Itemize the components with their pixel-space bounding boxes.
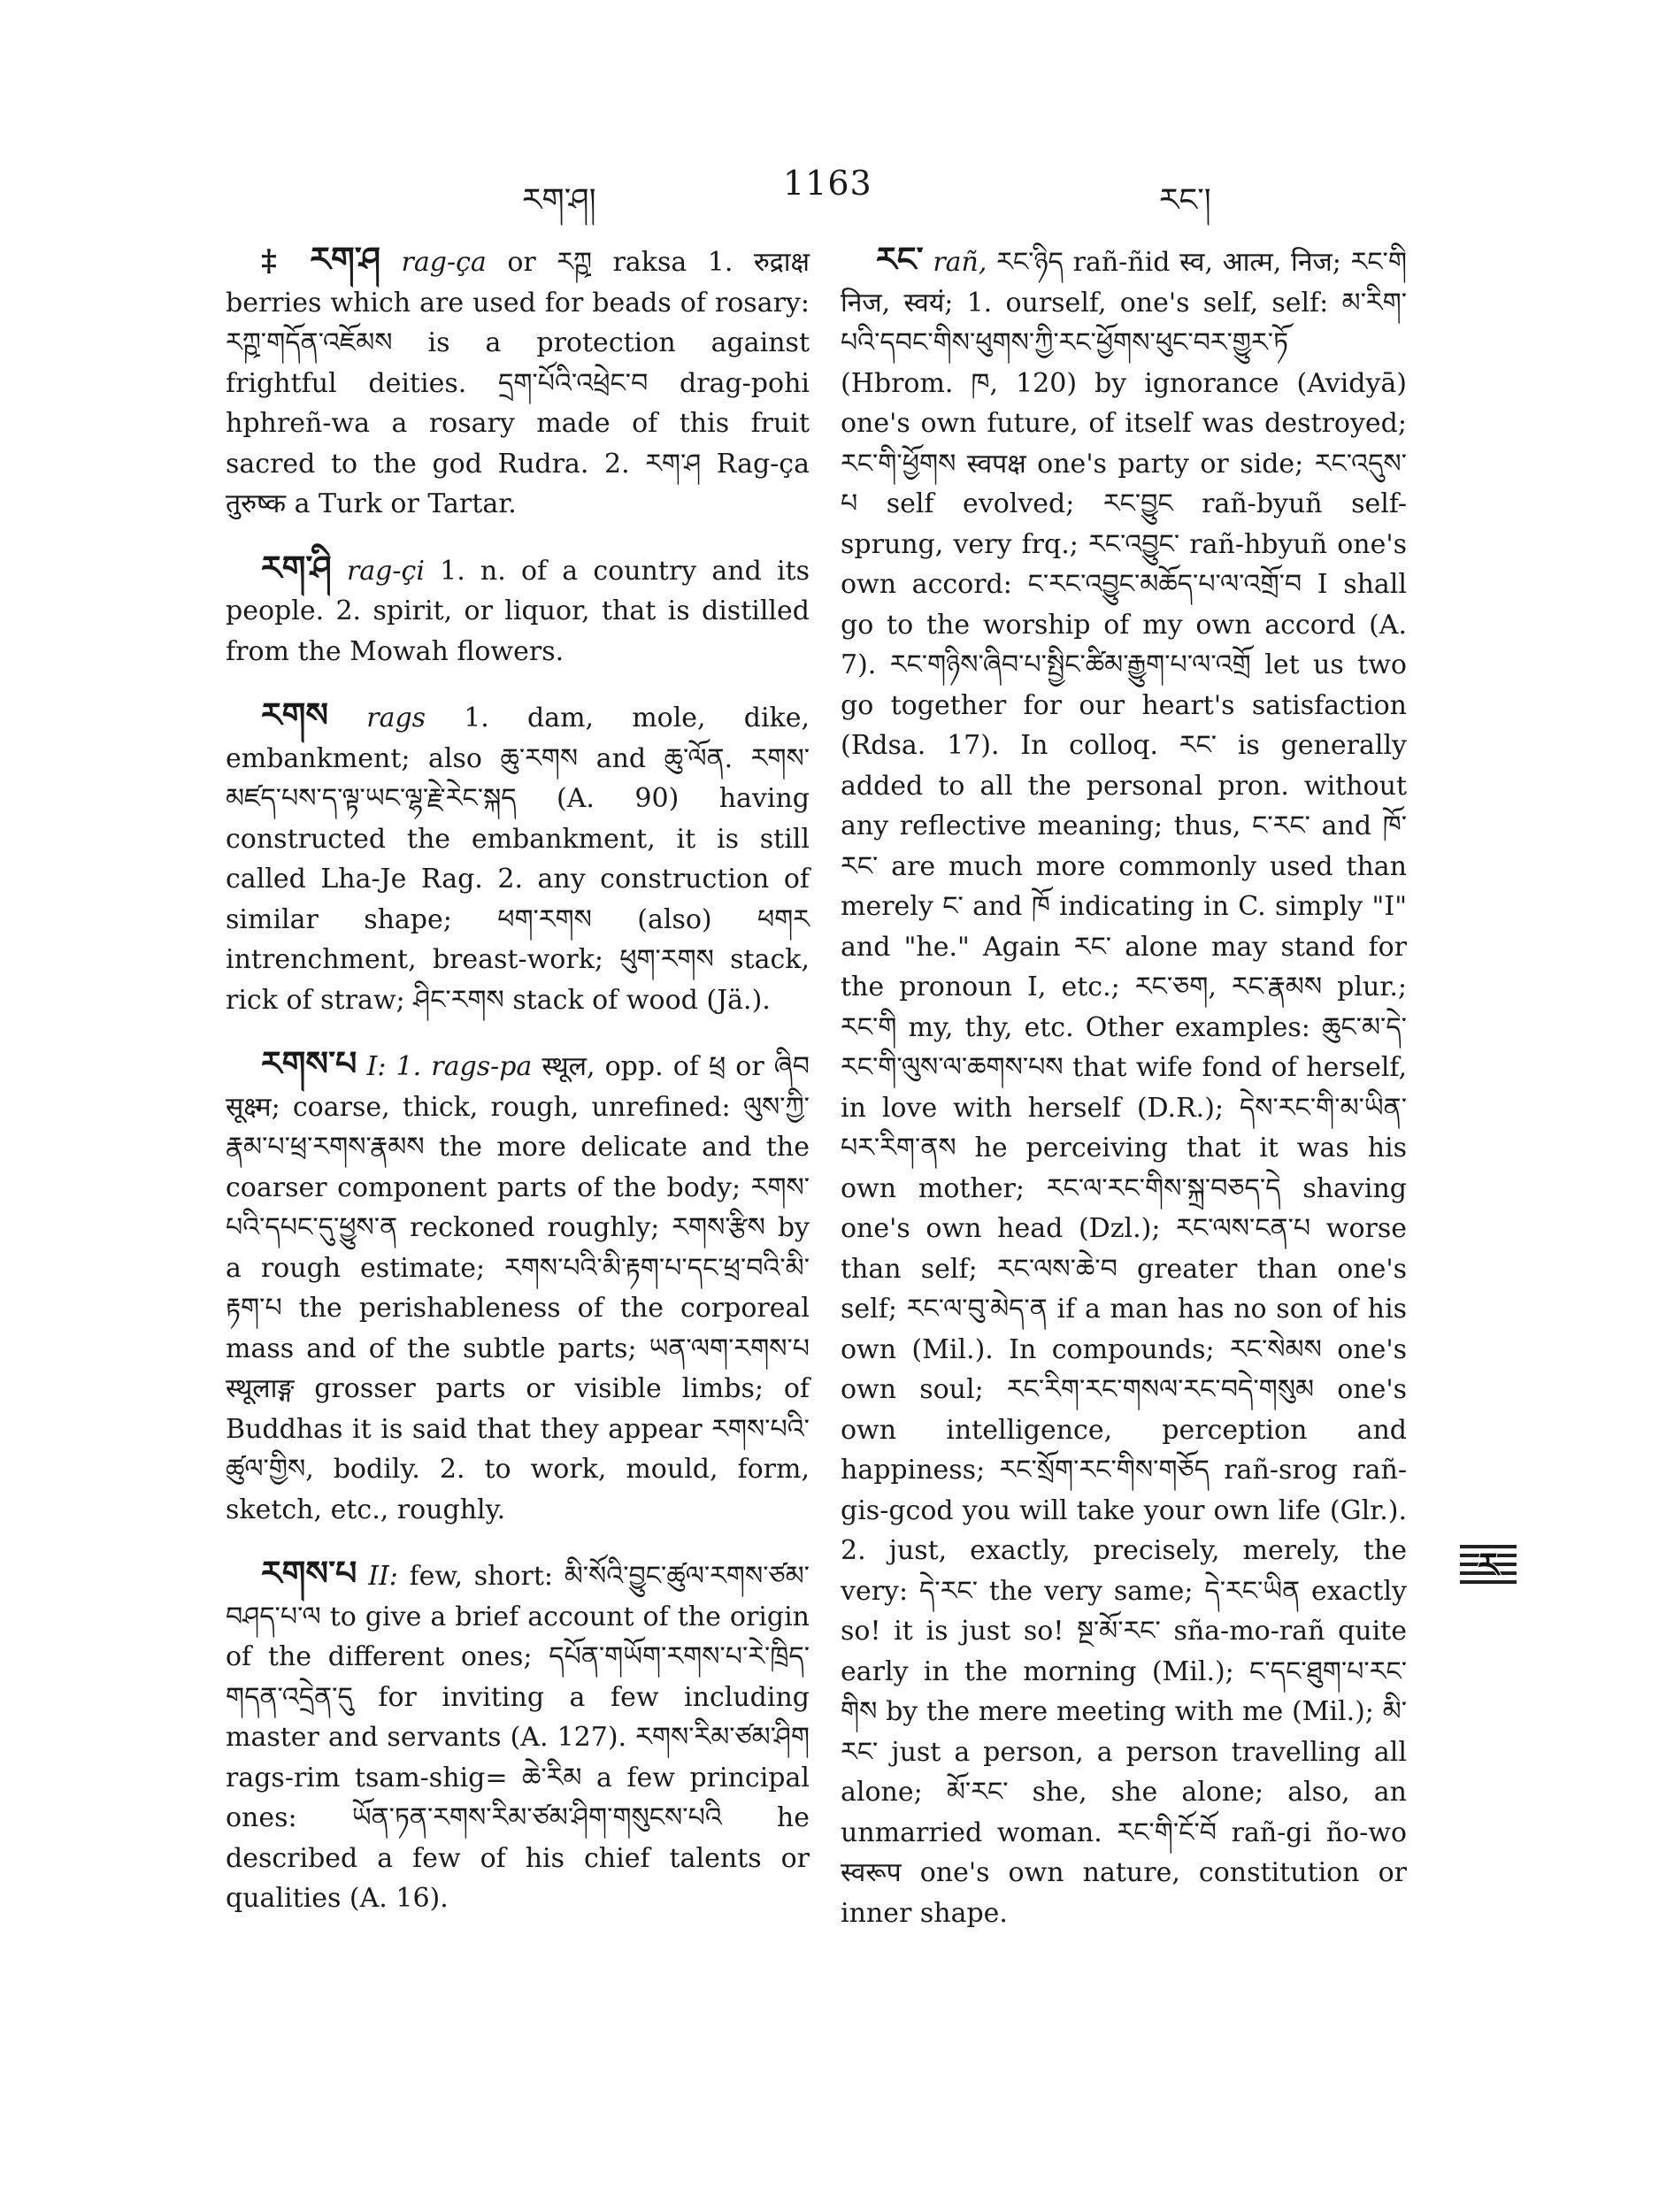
definition: 1. n. of a country and its people. 2. spirit, or liquor, that is distilled from the Mowah flowers.: [226, 555, 810, 667]
transliteration: rañ,: [933, 247, 987, 278]
definition: or རཀྵ raksa 1. रुद्राक्ष berries which are used for beads of rosary: རཀྵ་གདོན་འཇོམས is a protection against frightful deities. དྲག་པོའི་འཕྲེང་བ drag-pohi hphreñ-wa a rosary made of this fruit sacred to the god Rudra. 2. རག་ཤ Rag-ça तुरुष्क a Turk or Tartar.: [226, 247, 810, 519]
entry-ran: [841, 239, 1407, 1933]
transliteration: rag-çi: [346, 555, 425, 587]
headword: རགས་པ: [261, 1553, 357, 1593]
thumb-index-marker: [1458, 1541, 1518, 1591]
left-guide-word: རག་ཤ།: [522, 182, 596, 219]
transliteration: II:: [368, 1561, 398, 1592]
page-header: [0, 164, 1659, 217]
dagger-marker: ‡: [261, 243, 289, 279]
entry-rag-ca: [226, 239, 810, 525]
transliteration: rag-ça: [401, 247, 487, 278]
entry-rags: [226, 695, 810, 1020]
definition: स्थूल, opp. of ཕྲ or ཞིབ सूक्ष्म; coarse, thick, rough, unrefined: ལུས་ཀྱི་རྣམ་པ་ཕྲ་རགས་རྣམས the more delicate and the coarser component parts of the body; རགས་པའི་དཔང་དུ་ཕྱུས་ན reckoned roughly; རགས་རྩིས by a rough estimate; རགས་པའི་མི་རྟག་པ་དང་ཕྲ་བའི་མི་རྟག་པ the perishableness of the corporeal mass and of the subtle parts; ཡན་ལག་རགས་པ स्थूलाङ्ग grosser parts or visible limbs; of Buddhas it is said that they appear རགས་པའི་ཚུལ་གྱིས, bodily. 2. to work, mould, form, sketch, etc., roughly.: [226, 1051, 810, 1525]
entry-rag-ci: [226, 548, 810, 672]
transliteration: rags: [366, 703, 426, 733]
right-guide-word: རང་།: [1159, 182, 1211, 219]
definition: རང་ཉིད rañ-ñid स्व, आत्म, निज; རང་གི निज, स्वयं; 1. ourself, one's self, self: མ་རིག་པའི་དབང་གིས་ཕུགས་ཀྱི་རང་ཕྱོགས་ཕུང་བར་གྱུར་ཏོ (Hbrom. ཁ, 120) by ignorance (Avidyā) one's own future, of itself was destroyed; རང་གི་ཕྱོགས स्वपक्ष one's party or side; རང་འདུས་པ self evolved; རང་བྱུང rañ-byuñ self-sprung, very frq.; རང་འབྱུང་ rañ-hbyuñ one's own accord: ང་རང་འབྱུང་མཆོད་པ་ལ་འགྲོ་བ I shall go to the worship of my own accord (A. 7). རང་གཉིས་ཞིབ་པ་སྤྱིང་ཚིམ་རྒྱུག་པ་ལ་འགྲོ let us two go together for our heart's satisfaction (Rdsa. 17). In colloq. རང་ is generally added to all the personal pron. without any reflective meaning; thus, ང་རང་ and ཁོ་རང་ are much more commonly used than merely ང་ and ཁོ indicating in C. simply "I" and "he." Again རང་ alone may stand for the pronoun I, etc.; རང་ཅག, རང་རྣམས plur.; རང་གི my, thy, etc. Other examples: ཆུང་མ་དེ་རང་གི་ལུས་ལ་ཆགས་པས that wife fond of herself, in love with herself (D.R.); དེས་རང་གི་མ་ཡིན་པར་རིག་ནས he perceiving that it was his own mother; རང་ལ་རང་གིས་སྐྲ་བཅད་དེ shaving one's own head (Dzl.); རང་ལས་ངན་པ worse than self; རང་ལས་ཆེ་བ greater than one's self; རང་ལ་བུ་མེད་ན if a man has no son of his own (Mil.). In compounds; རང་སེམས one's own soul; རང་རིག་རང་གསལ་རང་བདེ་གསུམ one's own intelligence, perception and happiness; རང་སྲོག་རང་གིས་གཅོད rañ-srog rañ-gis-gcod you will take your own life (Glr.). 2. just, exactly, precisely, merely, the very: དེ་རང་ the very same; དེ་རང་ཡིན exactly so! it is just so! སྔ་མོ་རང་ sña-mo-rañ quite early in the morning (Mil.); ང་དང་ཐུག་པ་རང་གིས by the mere meeting with me (Mil.); མི་རང་ just a person, a person travelling all alone; མོ་རང་ she, she alone; also, an unmarried woman. རང་གི་ངོ་བོ rañ-gi ño-wo स्वरूप one's own nature, constitution or inner shape.: [841, 247, 1407, 1929]
thumb-index-letter: ར: [1478, 1546, 1499, 1585]
page-number: 1163: [783, 164, 872, 203]
entry-rags-pa-2: [226, 1553, 810, 1919]
headword: རག་ཤི: [261, 547, 332, 588]
definition: 1. dam, mole, dike, embankment; also ཆུ་རགས and ཆུ་ལོན. རགས་མཛད་པས་ད་ལྟ་ཡང་ལྷ་རྗེ་རེང་སྐད (A. 90) having constructed the embankment, it is still called Lha-Je Rag. 2. any construction of similar shape; ཕག་རགས (also) ཕགར intrenchment, breast-work; ཕུག་རགས stack, rick of straw; ཤིང་རགས stack of wood (Jä.).: [226, 703, 810, 1016]
headword: རག་ཤ: [310, 239, 381, 279]
headword: རགས: [261, 695, 329, 734]
definition: few, short: མི་སོའི་བྱུང་ཚུལ་རགས་ཙམ་བཤད་པ་ལ to give a brief account of the origin of the different ones; དཔོན་གཡོག་རགས་པ་རེ་ཁྲིད་གདན་འདྲེན་དུ for inviting a few including master and servants (A. 127). རགས་རིམ་ཙམ་ཤིག rags-rim tsam-shig= ཆེ་རིམ a few principal ones: ཡོན་ཏན་རགས་རིམ་ཙམ་ཤིག་གསུངས་པའི he described a few of his chief talents or qualities (A. 16).: [226, 1561, 810, 1914]
right-column: [841, 239, 1407, 1956]
entry-rags-pa-1: [226, 1043, 810, 1530]
headword: རགས་པ: [261, 1043, 357, 1083]
transliteration: I: 1. rags-pa: [366, 1051, 533, 1082]
left-column: [226, 239, 810, 1942]
headword: རང་: [876, 239, 924, 279]
